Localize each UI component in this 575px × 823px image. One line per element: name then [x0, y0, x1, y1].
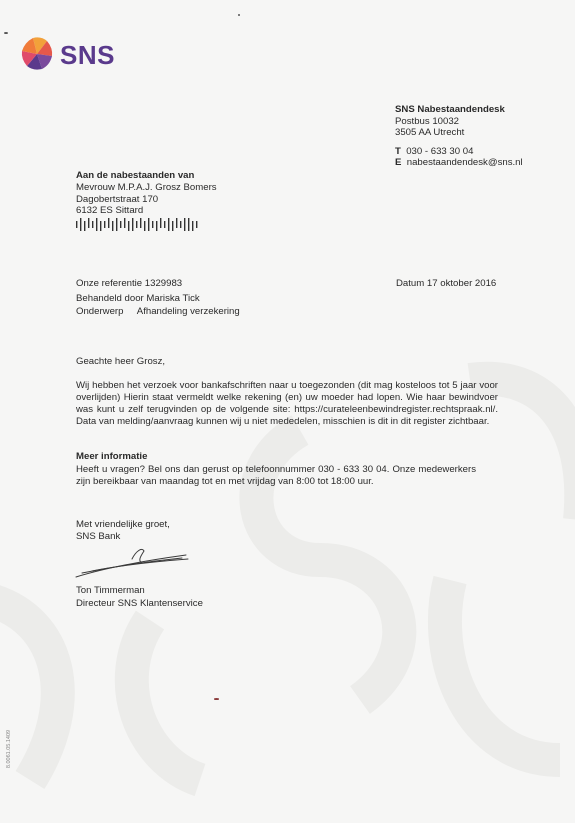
subject-value: Afhandeling verzekering — [136, 306, 240, 317]
info-heading: Meer informatie — [76, 451, 148, 462]
reference: Onze referentie 1329983 — [76, 278, 183, 289]
sender-postbus: Postbus 10032 — [395, 116, 460, 127]
side-document-code: 8.0061.05.1409 — [6, 729, 12, 769]
sns-logo-mark-icon — [18, 36, 56, 72]
sender-email — [395, 157, 523, 169]
closing: Met vriendelijke groet, — [76, 519, 170, 530]
closing-company: SNS Bank — [76, 531, 121, 542]
subject-label: Onderwerp — [76, 306, 124, 317]
phone-label: T — [395, 146, 401, 157]
scan-speck — [4, 32, 8, 34]
email-address: nabestaandendesk@sns.nl — [406, 157, 523, 168]
salutation: Geachte heer Grosz, — [76, 356, 166, 367]
signer-name: Ton Timmerman — [76, 585, 145, 596]
phone-number: 030 - 633 30 04 — [406, 146, 474, 157]
postal-barcode — [76, 218, 198, 231]
logo-wordmark: SNS — [60, 40, 115, 70]
letter-date: Datum 17 oktober 2016 — [396, 278, 497, 289]
subject-row — [76, 306, 240, 318]
handled-by: Behandeld door Mariska Tick — [76, 293, 200, 304]
signer-title: Directeur SNS Klantenservice — [76, 598, 203, 609]
scan-speck — [214, 698, 219, 700]
signature — [72, 543, 192, 583]
email-label: E — [395, 157, 402, 168]
recipient-city: 6132 ES Sittard — [76, 205, 144, 216]
sender-city: 3505 AA Utrecht — [395, 127, 465, 138]
sns-logo — [18, 36, 128, 72]
scan-speck — [238, 14, 240, 16]
recipient-name: Mevrouw M.P.A.J. Grosz Bomers — [76, 182, 217, 193]
recipient-heading: Aan de nabestaanden van — [76, 170, 195, 181]
body-paragraph-1: Wij hebben het verzoek voor bankafschriften naar u toegezonden (dit mag kosteloos tot 5 jaar voor overlijden) Hierin staat vermeldt welke rekening (en) uw moeder had lopen. Wie haar bewindvoer was kunt u zelf terugvinden op de volgende site: https://curateleenbewindregister.rechtspraak.nl/. Data van melding/aanvraag kunnen wij u niet mededelen, misschien is dit in dit register zichtbaar. — [76, 380, 498, 427]
recipient-street: Dagobertstraat 170 — [76, 194, 159, 205]
body-paragraph-2: Heeft u vragen? Bel ons dan gerust op telefoonnummer 030 - 633 30 04. Onze medewerkers zijn bereikbaar van maandag tot en met vrijdag van 8:00 tot 18:00 uur. — [76, 464, 476, 487]
sender-name: SNS Nabestaandendesk — [395, 104, 505, 115]
